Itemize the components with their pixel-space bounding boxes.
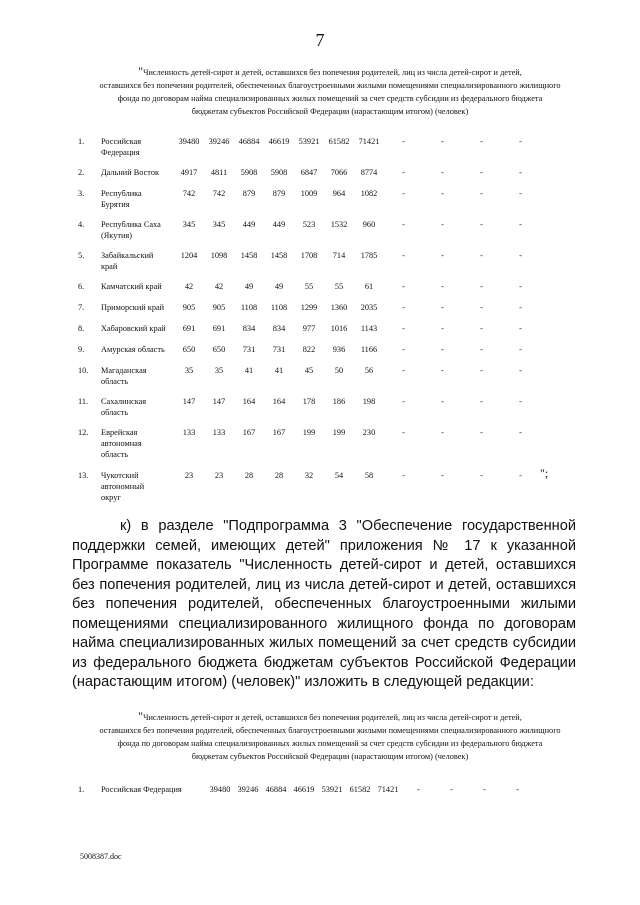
value-cell: 61 <box>364 282 374 291</box>
value-cell: 199 <box>302 428 316 437</box>
region-name-line: Еврейская <box>101 428 138 437</box>
value-cell: 45 <box>304 366 314 375</box>
value-cell: 23 <box>214 471 224 480</box>
empty-value-cell: - <box>402 282 405 291</box>
empty-value-cell: - <box>402 189 405 198</box>
row-number: 1. <box>78 137 85 146</box>
caption-line: фонда по договорам найма специализированных жилых помещений за счет средств субсидии из федерального бюджета <box>117 739 543 748</box>
region-name-line: Бурятия <box>101 200 130 209</box>
value-cell: 731 <box>242 345 256 354</box>
row-number: 13. <box>78 471 89 480</box>
region-name-line: автономный <box>101 482 145 491</box>
empty-value-cell: - <box>402 220 405 229</box>
region-name-line: Камчатский край <box>101 282 162 291</box>
table-row <box>78 784 534 800</box>
empty-value-cell: - <box>402 366 405 375</box>
empty-value-cell: - <box>441 345 444 354</box>
value-cell: 742 <box>182 189 196 198</box>
region-name-line: Дальний Восток <box>101 168 160 177</box>
empty-value-cell: - <box>441 471 444 480</box>
empty-value-cell: - <box>402 428 405 437</box>
region-name <box>101 396 174 427</box>
region-name-line: край <box>101 262 118 271</box>
region-name-line: Федерация <box>101 148 140 157</box>
value-cell: 46884 <box>265 785 287 794</box>
row-number: 3. <box>78 189 85 198</box>
value-cell: 4811 <box>210 168 228 177</box>
value-cell: 1009 <box>300 189 318 198</box>
empty-value-cell: - <box>519 168 522 177</box>
value-cell: 28 <box>274 471 284 480</box>
empty-value-cell: - <box>450 785 453 794</box>
value-cell: 198 <box>362 397 376 406</box>
region-name <box>101 250 174 281</box>
region-name-line: Республика Саха <box>101 220 161 229</box>
value-cell: 1204 <box>180 251 198 260</box>
region-name <box>101 281 174 302</box>
close-quote: "; <box>540 466 549 480</box>
row-number: 9. <box>78 345 85 354</box>
indicator-table-new <box>78 784 534 800</box>
region-name <box>101 784 206 800</box>
row-number: 10. <box>78 366 89 375</box>
value-cell: 691 <box>212 324 226 333</box>
value-cell: 964 <box>332 189 346 198</box>
region-name <box>101 323 174 344</box>
empty-value-cell: - <box>519 303 522 312</box>
row-number: 4. <box>78 220 85 229</box>
value-cell: 8774 <box>360 168 378 177</box>
caption-text: Численность детей-сирот и детей, оставшихся без попечения родителей, лиц из числа детей-сирот и детей, <box>143 713 522 722</box>
empty-value-cell: - <box>441 303 444 312</box>
value-cell: 71421 <box>358 137 380 146</box>
value-cell: 1708 <box>300 251 318 260</box>
empty-value-cell: - <box>402 345 405 354</box>
value-cell: 133 <box>182 428 196 437</box>
empty-value-cell: - <box>480 303 483 312</box>
table-row <box>78 281 540 302</box>
empty-value-cell: - <box>480 366 483 375</box>
caption-line: бюджетам субъектов Российской Федерации (нарастающим итогом) (человек) <box>191 752 469 761</box>
value-cell: 164 <box>272 397 286 406</box>
region-name <box>101 302 174 323</box>
value-cell: 1458 <box>270 251 288 260</box>
region-name-line: Чукотский <box>101 471 139 480</box>
region-name <box>101 219 174 250</box>
open-quote: " <box>138 709 144 723</box>
value-cell: 53921 <box>321 785 343 794</box>
value-cell: 834 <box>272 324 286 333</box>
value-cell: 230 <box>362 428 376 437</box>
value-cell: 23 <box>184 471 194 480</box>
empty-value-cell: - <box>441 189 444 198</box>
value-cell: 960 <box>362 220 376 229</box>
empty-value-cell: - <box>480 137 483 146</box>
row-number: 6. <box>78 282 85 291</box>
value-cell: 55 <box>334 282 344 291</box>
region-name-line: Приморский край <box>101 303 165 312</box>
value-cell: 714 <box>332 251 346 260</box>
row-number: 12. <box>78 428 89 437</box>
body-paragraph: к) в разделе "Подпрограмма 3 "Обеспечение государственной поддержки семей, имеющих детей" приложения № 17 к указанной Программе показатель "Численность детей-сирот и детей, оставшихся без попечения родителей, лиц из числа детей-сирот и детей, оставшихся без попечения родителей, обеспеченных благоустроенными жилыми помещениями специализированного жилищного фонда по договорам найма специализированных жилых помещений за счет средств субсидии из федерального бюджета бюджетам субъектов Российской Федерации (нарастающим итогом) (человек)" изложить в следующей редакции: <box>72 518 576 690</box>
value-cell: 28 <box>244 471 254 480</box>
indicator-table <box>78 136 540 513</box>
table-row <box>78 323 540 344</box>
value-cell: 822 <box>302 345 316 354</box>
region-name-line: Магаданская <box>101 366 147 375</box>
value-cell: 56 <box>364 366 374 375</box>
value-cell: 1016 <box>330 324 348 333</box>
value-cell: 61582 <box>349 785 371 794</box>
indicator-caption <box>80 66 580 118</box>
open-quote: " <box>138 64 144 78</box>
region-name-line: округ <box>101 493 121 502</box>
table-row <box>78 470 540 513</box>
row-number: 11. <box>78 397 89 406</box>
empty-value-cell: - <box>402 303 405 312</box>
region-name-line: область <box>101 450 129 459</box>
empty-value-cell: - <box>480 345 483 354</box>
value-cell: 147 <box>182 397 196 406</box>
region-name-line: область <box>101 377 129 386</box>
value-cell: 742 <box>212 189 226 198</box>
caption-line <box>80 66 580 79</box>
value-cell: 46619 <box>293 785 315 794</box>
empty-value-cell: - <box>519 345 522 354</box>
value-cell: 2035 <box>360 303 378 312</box>
empty-value-cell: - <box>402 251 405 260</box>
value-cell: 164 <box>242 397 256 406</box>
value-cell: 39480 <box>178 137 200 146</box>
empty-value-cell: - <box>516 785 519 794</box>
empty-value-cell: - <box>402 397 405 406</box>
row-number: 2. <box>78 168 85 177</box>
empty-value-cell: - <box>441 220 444 229</box>
empty-value-cell: - <box>519 471 522 480</box>
region-name <box>101 167 174 188</box>
table-row <box>78 365 540 396</box>
empty-value-cell: - <box>519 366 522 375</box>
region-name-line: (Якутия) <box>101 231 133 240</box>
value-cell: 1082 <box>360 189 378 198</box>
empty-value-cell: - <box>519 251 522 260</box>
empty-value-cell: - <box>519 137 522 146</box>
value-cell: 199 <box>332 428 346 437</box>
value-cell: 731 <box>272 345 286 354</box>
value-cell: 905 <box>212 303 226 312</box>
value-cell: 39480 <box>209 785 231 794</box>
empty-value-cell: - <box>441 137 444 146</box>
row-number: 8. <box>78 324 85 333</box>
empty-value-cell: - <box>480 324 483 333</box>
region-name <box>101 344 174 365</box>
empty-value-cell: - <box>480 471 483 480</box>
value-cell: 1458 <box>240 251 258 260</box>
region-name-line: Забайкальский <box>101 251 154 260</box>
value-cell: 50 <box>334 366 344 375</box>
empty-value-cell: - <box>480 428 483 437</box>
indicator-caption-new <box>80 711 580 763</box>
value-cell: 167 <box>272 428 286 437</box>
value-cell: 32 <box>304 471 314 480</box>
empty-value-cell: - <box>441 251 444 260</box>
empty-value-cell: - <box>519 324 522 333</box>
value-cell: 167 <box>242 428 256 437</box>
region-name-line: Республика <box>101 189 142 198</box>
row-number: 7. <box>78 303 85 312</box>
value-cell: 449 <box>242 220 256 229</box>
empty-value-cell: - <box>441 397 444 406</box>
value-cell: 49 <box>274 282 284 291</box>
table-row <box>78 344 540 365</box>
row-number: 1. <box>78 785 85 794</box>
caption-line: фонда по договорам найма специализированных жилых помещений за счет средств субсидии из федерального бюджета <box>117 94 543 103</box>
table-row <box>78 219 540 250</box>
empty-value-cell: - <box>441 324 444 333</box>
value-cell: 4917 <box>180 168 198 177</box>
value-cell: 55 <box>304 282 314 291</box>
table-row <box>78 188 540 219</box>
value-cell: 1108 <box>240 303 258 312</box>
value-cell: 1108 <box>270 303 288 312</box>
table-row <box>78 250 540 281</box>
caption-line <box>80 711 580 724</box>
value-cell: 691 <box>182 324 196 333</box>
region-name-line: Хабаровский край <box>101 324 166 333</box>
value-cell: 1360 <box>330 303 348 312</box>
empty-value-cell: - <box>402 168 405 177</box>
table-row <box>78 302 540 323</box>
empty-value-cell: - <box>483 785 486 794</box>
value-cell: 879 <box>242 189 256 198</box>
value-cell: 39246 <box>208 137 230 146</box>
region-name-line: область <box>101 408 129 417</box>
caption-line: оставшихся без попечения родителей, обеспеченных благоустроенными жилыми помещениями специализированного жилищного <box>99 81 561 90</box>
value-cell: 41 <box>274 366 284 375</box>
value-cell: 1532 <box>330 220 348 229</box>
value-cell: 41 <box>244 366 254 375</box>
empty-value-cell: - <box>480 397 483 406</box>
empty-value-cell: - <box>519 282 522 291</box>
empty-value-cell: - <box>519 189 522 198</box>
value-cell: 61582 <box>328 137 350 146</box>
row-number: 5. <box>78 251 85 260</box>
empty-value-cell: - <box>441 366 444 375</box>
value-cell: 345 <box>212 220 226 229</box>
region-name <box>101 188 174 219</box>
table-row <box>78 396 540 427</box>
empty-value-cell: - <box>480 168 483 177</box>
value-cell: 58 <box>364 471 374 480</box>
value-cell: 5908 <box>240 168 258 177</box>
region-name <box>101 427 174 470</box>
empty-value-cell: - <box>441 282 444 291</box>
region-name-line: автономная <box>101 439 142 448</box>
value-cell: 39246 <box>237 785 259 794</box>
value-cell: 936 <box>332 345 346 354</box>
value-cell: 54 <box>334 471 344 480</box>
value-cell: 147 <box>212 397 226 406</box>
region-name <box>101 470 174 513</box>
empty-value-cell: - <box>519 220 522 229</box>
empty-value-cell: - <box>402 324 405 333</box>
table-row <box>78 136 540 167</box>
value-cell: 42 <box>184 282 194 291</box>
value-cell: 178 <box>302 397 316 406</box>
empty-value-cell: - <box>480 282 483 291</box>
value-cell: 523 <box>302 220 316 229</box>
region-name-line: Амурская область <box>101 345 165 354</box>
caption-text: Численность детей-сирот и детей, оставшихся без попечения родителей, лиц из числа детей-сирот и детей, <box>143 68 522 77</box>
empty-value-cell: - <box>480 220 483 229</box>
value-cell: 1143 <box>360 324 378 333</box>
value-cell: 977 <box>302 324 316 333</box>
value-cell: 186 <box>332 397 346 406</box>
value-cell: 650 <box>212 345 226 354</box>
empty-value-cell: - <box>402 471 405 480</box>
page-number: 7 <box>315 30 325 50</box>
value-cell: 49 <box>244 282 254 291</box>
empty-value-cell: - <box>519 397 522 406</box>
value-cell: 46619 <box>268 137 290 146</box>
value-cell: 905 <box>182 303 196 312</box>
region-name-line: Российская <box>101 137 142 146</box>
value-cell: 35 <box>214 366 224 375</box>
footer-filename: 5008387.doc <box>80 852 122 861</box>
empty-value-cell: - <box>519 428 522 437</box>
value-cell: 42 <box>214 282 224 291</box>
value-cell: 650 <box>182 345 196 354</box>
value-cell: 7066 <box>330 168 348 177</box>
value-cell: 1299 <box>300 303 318 312</box>
value-cell: 1098 <box>210 251 228 260</box>
region-name-line: Российская Федерация <box>101 785 182 794</box>
value-cell: 46884 <box>238 137 260 146</box>
value-cell: 345 <box>182 220 196 229</box>
value-cell: 35 <box>184 366 194 375</box>
value-cell: 1785 <box>360 251 378 260</box>
empty-value-cell: - <box>441 168 444 177</box>
empty-value-cell: - <box>441 428 444 437</box>
empty-value-cell: - <box>417 785 420 794</box>
value-cell: 834 <box>242 324 256 333</box>
empty-value-cell: - <box>402 137 405 146</box>
caption-line: оставшихся без попечения родителей, обеспеченных благоустроенными жилыми помещениями специализированного жилищного <box>99 726 561 735</box>
value-cell: 5908 <box>270 168 288 177</box>
empty-value-cell: - <box>480 189 483 198</box>
empty-value-cell: - <box>480 251 483 260</box>
value-cell: 71421 <box>377 785 399 794</box>
region-name-line: Сахалинская <box>101 397 147 406</box>
table-row <box>78 167 540 188</box>
value-cell: 449 <box>272 220 286 229</box>
value-cell: 133 <box>212 428 226 437</box>
value-cell: 879 <box>272 189 286 198</box>
value-cell: 1166 <box>360 345 378 354</box>
value-cell: 53921 <box>298 137 320 146</box>
region-name <box>101 365 174 396</box>
table-row <box>78 427 540 470</box>
region-name <box>101 136 174 167</box>
value-cell: 6847 <box>300 168 318 177</box>
caption-line: бюджетам субъектов Российской Федерации (нарастающим итогом) (человек) <box>191 107 469 116</box>
